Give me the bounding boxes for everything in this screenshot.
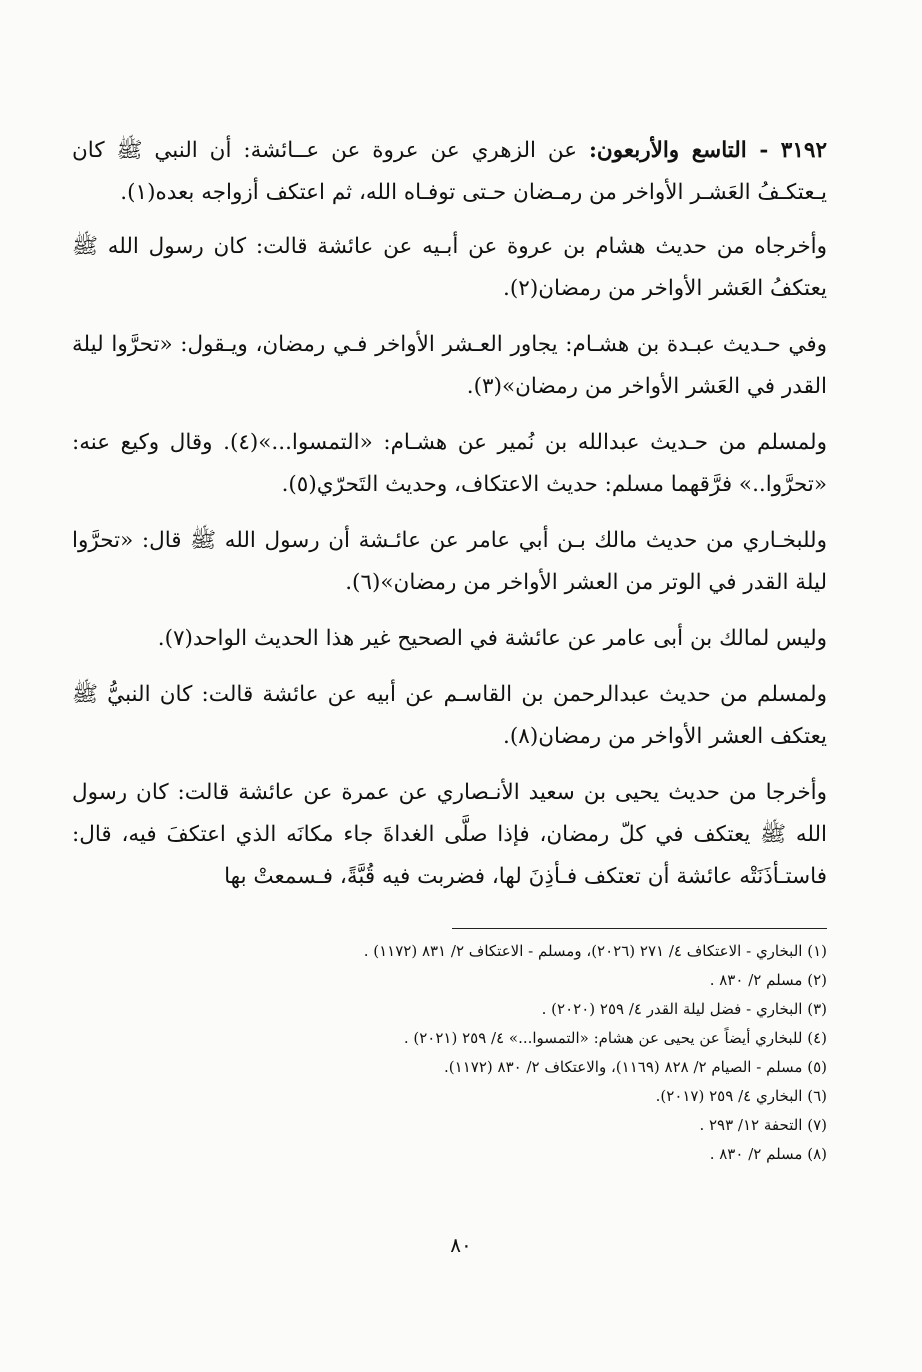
paragraph-4: ولمسلم من حـديث عبدالله بن نُمير عن هشـام: «التمسوا...»(٤). وقال وكيع عنه: «تحرَّوا..» فرَّقهما مسلم: حديث الاعتكاف، وحديث التَحرّي(٥). [72,430,827,497]
footnote-divider [452,928,827,929]
footnote: (٥) مسلم - الصيام ٢/ ٨٢٨ (١١٦٩)، والاعتكاف ٢/ ٨٣٠ (١١٧٢). [444,1058,827,1076]
footnote: (٤) للبخاري أيضاً عن يحيى عن هشام: «التمسوا...» ٤/ ٢٥٩ (٢٠٢١) . [403,1029,827,1047]
footnote: (٧) التحفة ١٢/ ٢٩٣ . [699,1116,827,1134]
footnote: (١) البخاري - الاعتكاف ٤/ ٢٧١ (٢٠٢٦)، ومسلم - الاعتكاف ٢/ ٨٣١ (١١٧٢) . [363,942,827,960]
footnote: (٦) البخاري ٤/ ٢٥٩ (٢٠١٧). [655,1087,827,1105]
footnote: (٢) مسلم ٢/ ٨٣٠ . [709,971,827,989]
footnote: (٨) مسلم ٢/ ٨٣٠ . [709,1145,827,1163]
paragraph-6: وليس لمالك بن أبى عامر عن عائشة في الصحيح غير هذا الحديث الواحد(٧). [157,626,827,651]
hadith-heading: ٣١٩٢ - التاسع والأربعون: [589,138,827,163]
main-text [72,130,827,912]
footnote: (٣) البخاري - فضل ليلة القدر ٤/ ٢٥٩ (٢٠٢٠) . [541,1000,827,1018]
paragraph-5: وللبخـاري من حديث مالك بـن أبي عامر عن عائـشة أن رسول الله ﷺ قال: «تحرَّوا ليلة القدر في الوتر من العشر الأواخر من رمضان»(٦). [72,528,827,595]
page-number: ٨٠ [450,1233,472,1257]
paragraph-7: ولمسلم من حديث عبدالرحمن بن القاسـم عن أبيه عن عائشة قالت: كان النبيُّ ﷺ يعتكف العشر الأواخر من رمضان(٨). [72,682,827,749]
paragraph-8: وأخرجا من حديث يحيى بن سعيد الأنـصاري عن عمرة عن عائشة قالت: كان رسول الله ﷺ يعتكف في كلّ رمضان، فإذا صلَّى الغداةَ جاء مكانَه الذي اعتكفَ فيه، قال: فاستـأذَنَتْه عائشة أن تعتكف فـأذِنَ لها، فضربت فيه قُبَّةً، فـسمعتْ بها [72,780,827,889]
paragraph-3: وفي حـديث عبـدة بن هشـام: يجاور العـشر الأواخر فـي رمضان، ويـقول: «تحرَّوا ليلة القدر في العَشر الأواخر من رمضان»(٣). [72,332,827,399]
paragraph-text: عن الزهري عن عروة عن عــائشة: أن النبي ﷺ كان يـعتكـفُ العَشـر الأواخر من رمـضان حـتى توفـاه الله، ثم اعتكف أزواجه بعده(١). [72,138,827,205]
footnotes [72,937,827,1169]
paragraph-2: وأخرجاه من حديث هشام بن عروة عن أبـيه عن عائشة قالت: كان رسول الله ﷺ يعتكفُ العَشر الأواخر من رمضان(٢). [72,234,827,301]
paragraph-1 [72,130,827,214]
